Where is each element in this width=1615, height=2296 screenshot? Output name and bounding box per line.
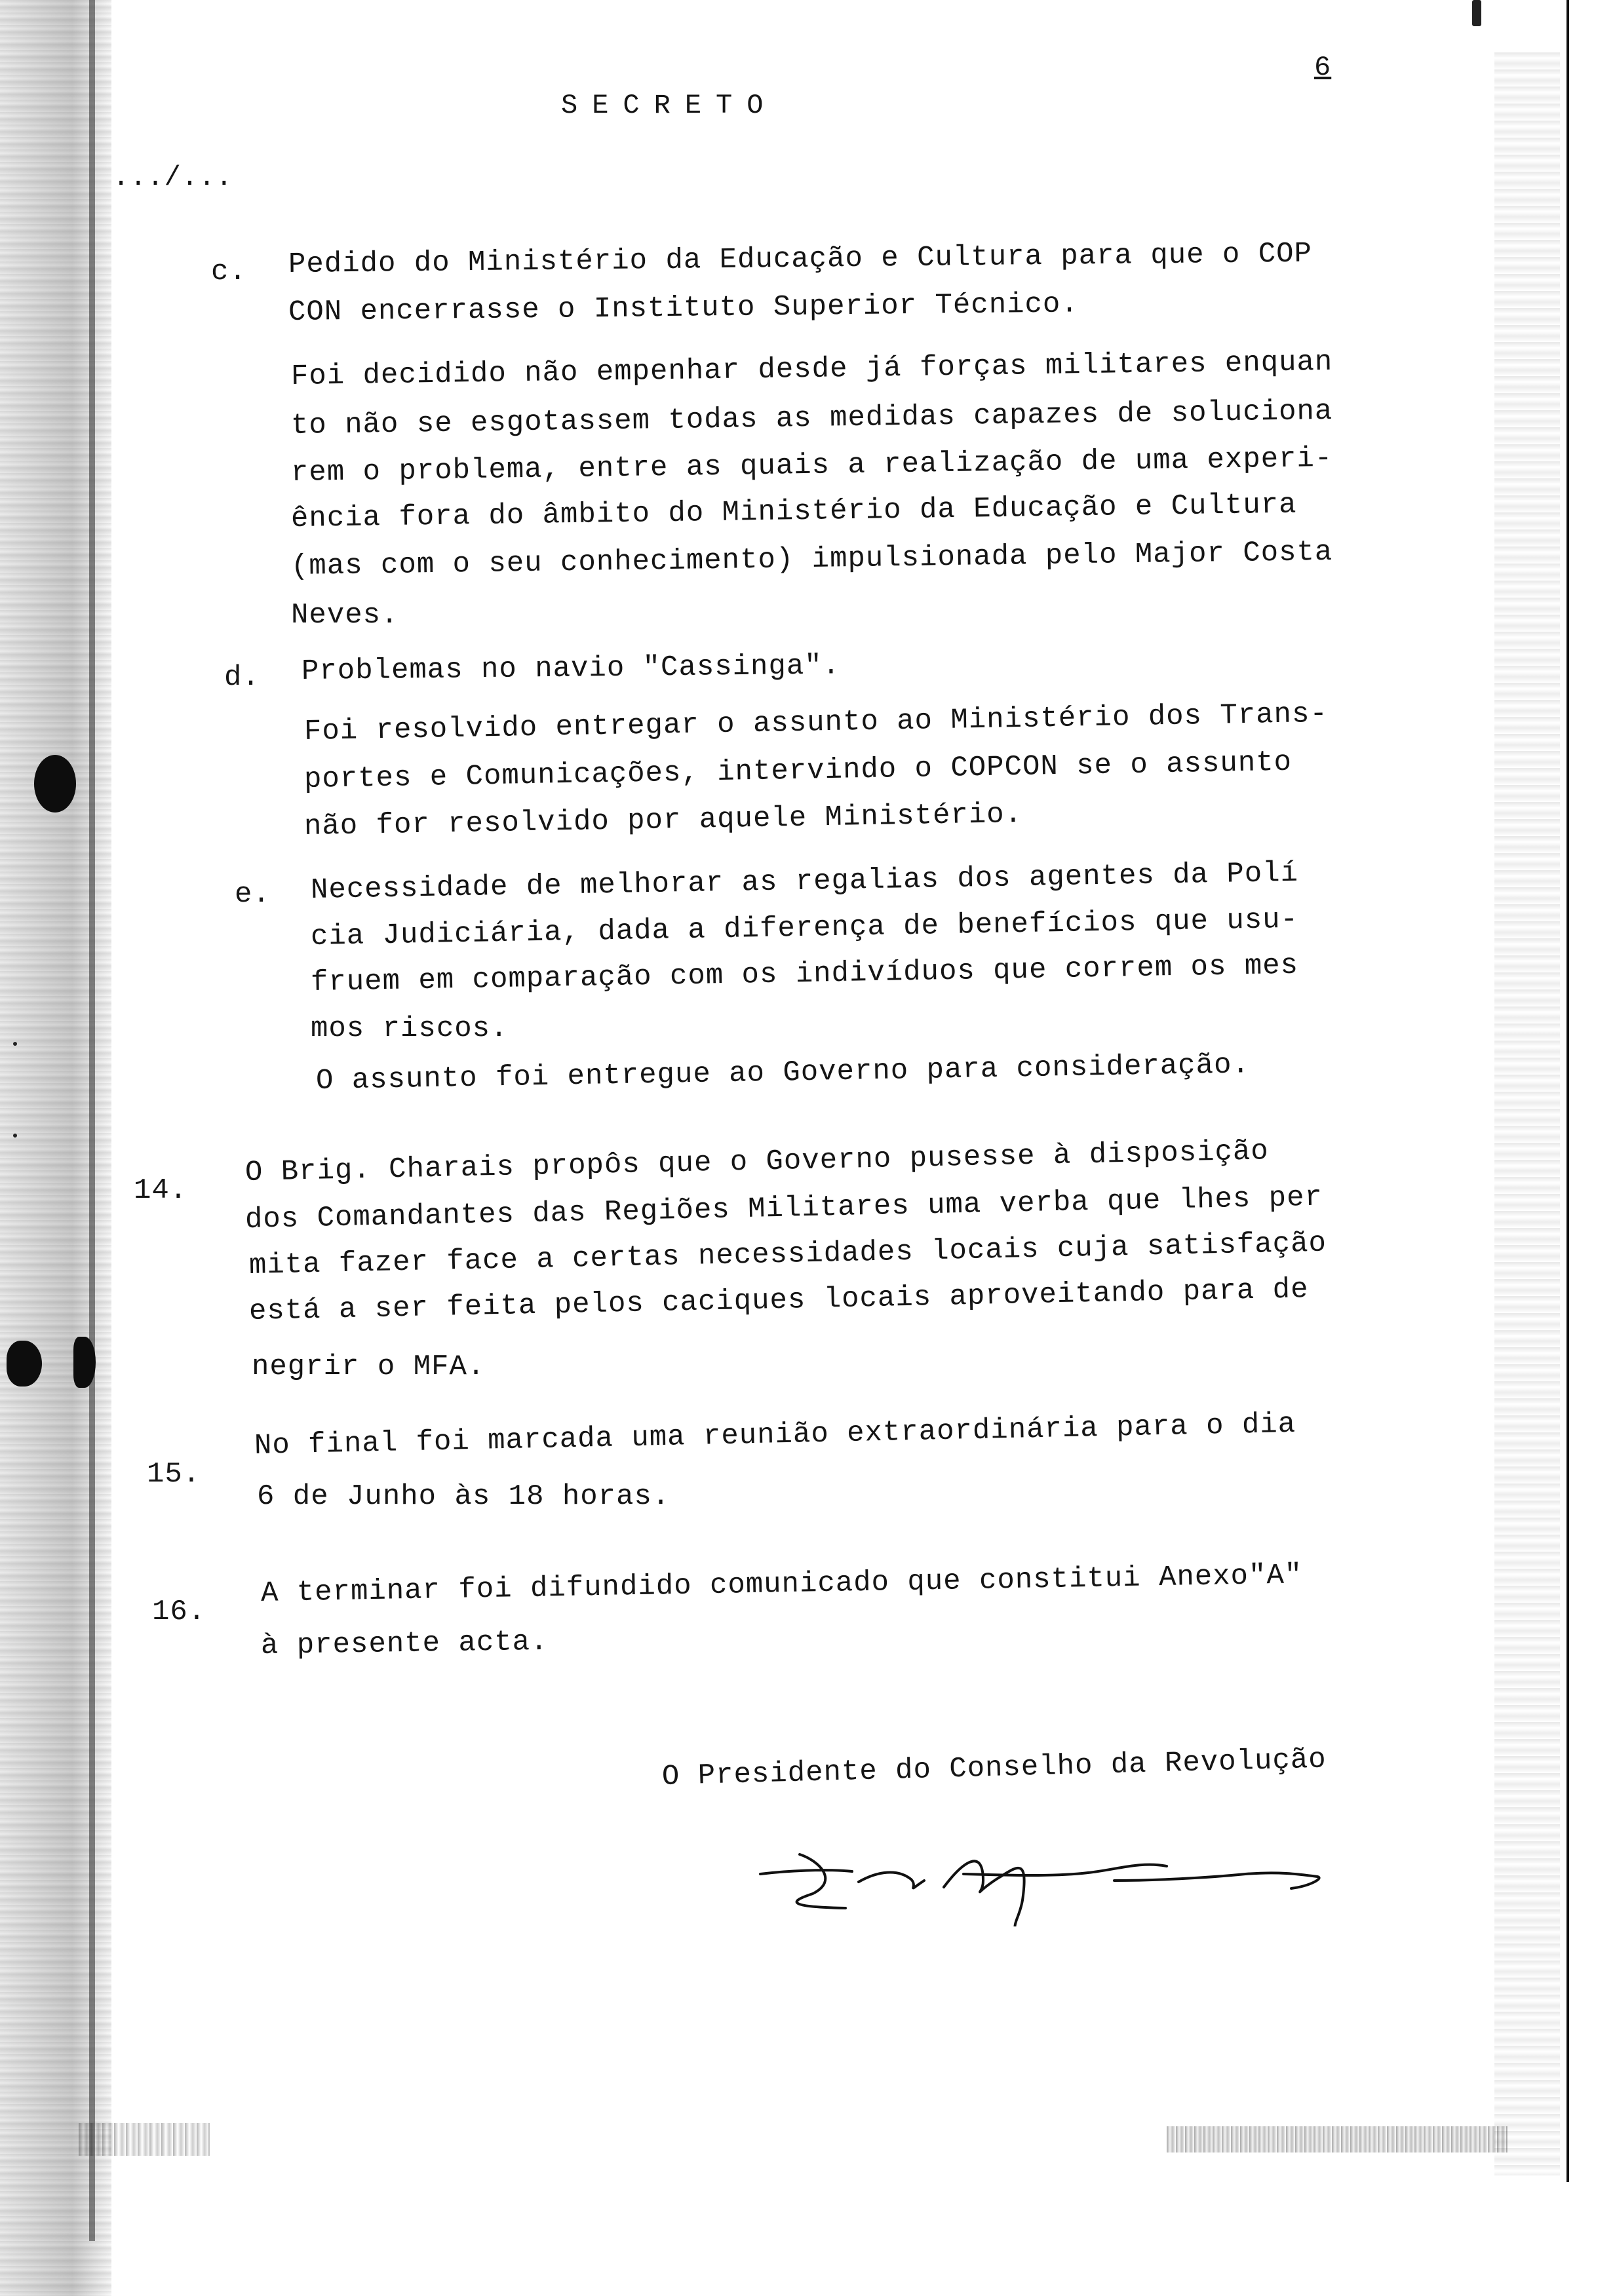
item-c-label: c. (211, 256, 247, 288)
scan-right-edge-noise (1494, 52, 1560, 2175)
item-14-line: dos Comandantes das Regiões Militares uma verba que lhes per (244, 1181, 1323, 1236)
item-e-title-line: fruem em comparação com os indivíduos que correm os mes (310, 949, 1299, 999)
punch-hole-lower-left (7, 1341, 42, 1387)
item-d-label: d. (224, 661, 260, 694)
scan-bottom-noise (1167, 2126, 1508, 2152)
item-c-title-line: Pedido do Ministério da Educação e Cultura para que o COP (288, 237, 1313, 281)
item-e-decision-line: O assunto foi entregue ao Governo para consideração. (315, 1048, 1251, 1098)
item-15-label: 15. (147, 1458, 201, 1491)
item-16-label: 16. (152, 1596, 206, 1628)
classification-header: SECRETO (561, 90, 778, 121)
item-14-line: está a ser feita pelos caciques locais aproveitando para de (248, 1273, 1310, 1328)
item-d-decision-line: não for resolvido por aquele Ministério. (303, 797, 1023, 843)
item-16-line: A terminar foi difundido comunicado que constitui Anexo"A" (260, 1559, 1303, 1610)
scan-bottom-left-noise (79, 2123, 210, 2156)
item-e-title-line: mos riscos. (311, 1012, 509, 1045)
punch-hole-lower-right (73, 1337, 96, 1388)
item-c-decision-line: rem o problema, entre as quais a realização de uma experi- (290, 442, 1333, 489)
item-e-title-line: Necessidade de melhorar as regalias dos agentes da Polí (310, 856, 1299, 907)
item-14-line: mita fazer face a certas necessidades locais cuja satisfação (248, 1227, 1327, 1282)
scan-right-border-line (1566, 0, 1569, 2182)
item-15-line: No final foi marcada uma reunião extraordinária para o dia (254, 1407, 1296, 1463)
item-c-decision-line: ência fora do âmbito do Ministério da Educação e Cultura (290, 488, 1297, 535)
scan-left-border-line (89, 0, 95, 2241)
item-e-title-line: cia Judiciária, dada a diferença de benefícios que usu- (310, 903, 1299, 953)
item-c-decision-line: Foi decidido não empenhar desde já forças militares enquan (290, 345, 1333, 393)
item-d-decision-line: Foi resolvido entregar o assunto ao Ministério dos Trans- (303, 697, 1329, 748)
item-16-line: à presente acta. (260, 1625, 549, 1662)
continuation-mark: .../... (113, 162, 233, 193)
item-e-label: e. (235, 878, 271, 911)
item-c-decision-line: Neves. (291, 599, 399, 632)
punch-hole-upper (34, 755, 76, 813)
scan-mark-top-right (1472, 0, 1481, 26)
item-d-title-line: Problemas no navio "Cassinga". (301, 649, 841, 688)
item-d-decision-line: portes e Comunicações, intervindo o COPCON se o assunto (303, 746, 1293, 796)
item-c-decision-line: to não se esgotassem todas as medidas capazes de soluciona (290, 394, 1333, 442)
item-c-title-line: CON encerrasse o Instituto Superior Técnico. (288, 288, 1079, 329)
item-14-label: 14. (134, 1174, 188, 1207)
scan-speck (13, 1042, 17, 1046)
page-number: 6 (1314, 52, 1332, 83)
scan-speck (13, 1134, 17, 1138)
item-15-line: 6 de Junho às 18 horas. (257, 1480, 671, 1513)
item-c-decision-line: (mas com o seu conhecimento) impulsionada pelo Major Costa (290, 535, 1333, 583)
handwritten-signature (747, 1808, 1350, 1926)
item-14-line: O Brig. Charais propôs que o Governo pusesse à disposição (244, 1135, 1270, 1189)
item-14-line: negrir o MFA. (252, 1350, 486, 1383)
signature-title: O Presidente do Conselho da Revolução (661, 1743, 1327, 1793)
